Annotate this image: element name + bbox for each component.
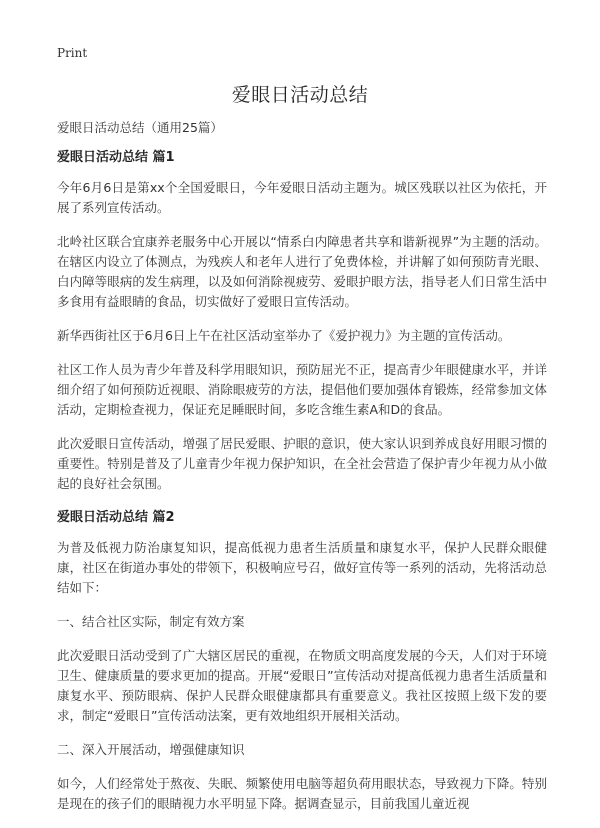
paragraph: 今年6月6日是第xx个全国爱眼日，今年爱眼日活动主题为。城区残联以社区为依托，开展了系列宣传活动。 bbox=[57, 180, 547, 215]
paragraph: 社区工作人员为青少年普及科学用眼知识，预防屈光不正，提高青少年眼健康水平，并详细介绍了如何预防近视眼、消除眼疲劳的方法，提倡他们要加强体育锻炼，经常参加文体活动，定期检查视力，保证充足睡眠时间，多吃含维生素A和D的食品。 bbox=[57, 362, 547, 417]
subsection-heading: 一、结合社区实际，制定有效方案 bbox=[57, 614, 245, 629]
paragraph: 此次爱眼日宣传活动，增强了居民爱眼、护眼的意识，使大家认识到养成良好用眼习惯的重要性。特别是普及了儿童青少年视力保护知识，在全社会营造了保护青少年视力从小做起的良好社会氛围。 bbox=[57, 436, 547, 491]
paragraph: 为普及低视力防治康复知识，提高低视力患者生活质量和康复水平，保护人民群众眼健康，社区在街道办事处的带领下，积极响应号召，做好宣传等一系列的活动，先将活动总结如下： bbox=[57, 540, 547, 595]
paragraph: 此次爱眼日活动受到了广大辖区居民的重视，在物质文明高度发展的今天，人们对于环境卫生、健康质量的要求更加的提高。开展“爱眼日”宣传活动对提高低视力患者生活质量和康复水平、预防眼病、保护人民群众眼健康都具有重要意义。我社区按照上级下发的要求，制定“爱眼日”宣传活动法案，更有效地组织开展相关活动。 bbox=[57, 648, 547, 723]
paragraph: 北岭社区联合宜康养老服务中心开展以“情系白内障患者共享和谐新视界”为主题的活动。在辖区内设立了体测点，为残疾人和老年人进行了免费体检，并讲解了如何预防青光眼、白内障等眼病的发生病理，以及如何消除视疲劳、爱眼护眼方法，指导老人们日常生活中多食用有益眼睛的食品，切实做好了爱眼日宣传活动。 bbox=[57, 234, 547, 309]
page-title: 爱眼日活动总结 bbox=[231, 84, 369, 106]
print-link[interactable]: Print bbox=[57, 46, 88, 60]
section-heading-2: 爱眼日活动总结 篇2 bbox=[57, 510, 175, 525]
document-body bbox=[57, 118, 547, 828]
paragraph: 如今，人们经常处于熬夜、失眠、频繁使用电脑等超负荷用眼状态，导致视力下降。特别是现在的孩子们的眼睛视力水平明显下降。据调查显示，目前我国儿童近视 bbox=[57, 776, 547, 811]
document-subtitle: 爱眼日活动总结（通用25篇） bbox=[57, 120, 223, 135]
subsection-heading: 二、深入开展活动，增强健康知识 bbox=[57, 742, 245, 757]
paragraph: 新华西街社区于6月6日上午在社区活动室举办了《爱护视力》为主题的宣传活动。 bbox=[57, 328, 511, 343]
section-heading-1: 爱眼日活动总结 篇1 bbox=[57, 150, 175, 165]
